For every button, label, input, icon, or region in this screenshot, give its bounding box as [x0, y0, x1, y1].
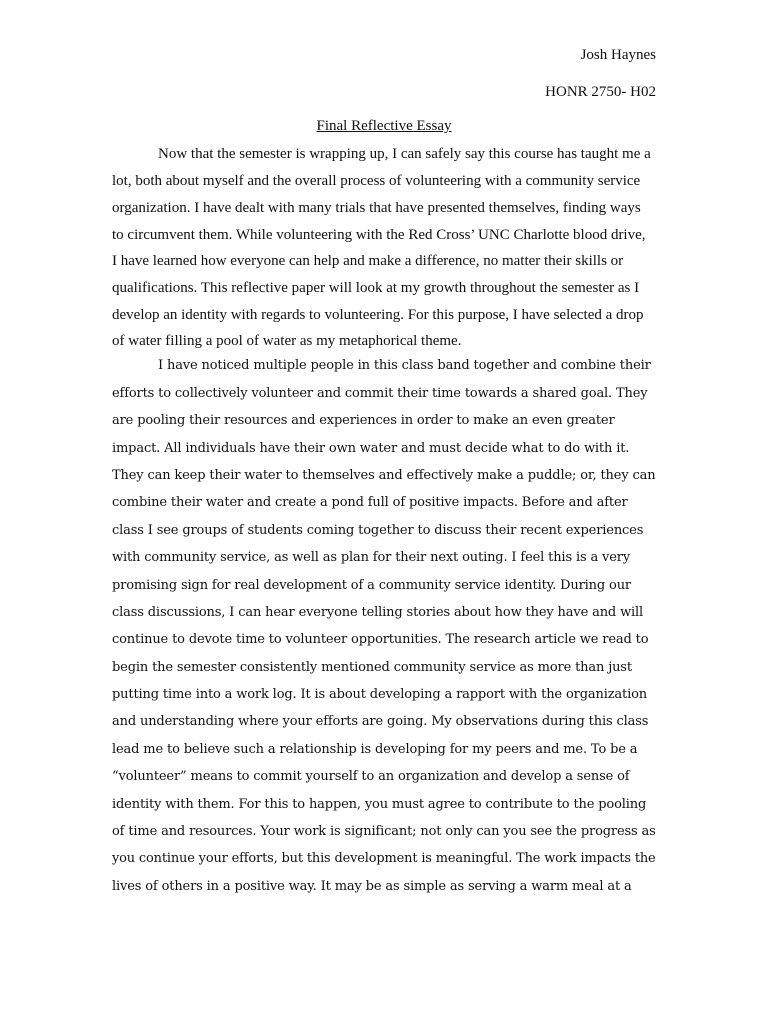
paragraph-2-line: are pooling their resources and experiences in order to make an even greater [112, 413, 615, 428]
paragraph-1-line: organization. I have dealt with many trials that have presented themselves, finding ways [112, 200, 641, 216]
paragraph-2-line: class discussions, I can hear everyone telling stories about how they have and will [112, 605, 644, 620]
paragraph-2-line: combine their water and create a pond full of positive impacts. Before and after [112, 495, 628, 510]
paragraph-1-line: lot, both about myself and the overall process of volunteering with a community service [112, 173, 641, 189]
paragraph-2-line: with community service, as well as plan for their next outing. I feel this is a very [112, 550, 631, 565]
paragraph-1-line: develop an identity with regards to volunteering. For this purpose, I have selected a drop [112, 307, 644, 323]
paragraph-2-line: I have noticed multiple people in this class band together and combine their [158, 358, 651, 373]
paragraph-1-line: qualifications. This reflective paper will look at my growth throughout the semester as I [112, 280, 640, 296]
essay-title-text: Final Reflective Essay [316, 118, 452, 134]
paragraph-2-line: putting time into a work log. It is about developing a rapport with the organization [112, 687, 647, 702]
paragraph-1-line: to circumvent them. While volunteering with the Red Cross’ UNC Charlotte blood drive, [112, 227, 646, 243]
paragraph-2-line: begin the semester consistently mentioned community service as more than just [112, 660, 632, 675]
paragraph-2-line: class I see groups of students coming together to discuss their recent experiences [112, 523, 644, 538]
essay-title [0, 117, 768, 135]
paragraph-2-line: lead me to believe such a relationship is developing for my peers and me. To be a [112, 742, 638, 757]
author-name: Josh Haynes [580, 47, 656, 63]
paragraph-2-line: lives of others in a positive way. It may be as simple as serving a warm meal at a [112, 879, 632, 894]
paragraph-2-line: “volunteer” means to commit yourself to an organization and develop a sense of [112, 769, 630, 784]
paragraph-2-line: of time and resources. Your work is significant; not only can you see the progress as [112, 824, 656, 839]
course-code: HONR 2750- H02 [545, 84, 656, 100]
paragraph-2-line: you continue your efforts, but this development is meaningful. The work impacts the [112, 851, 656, 866]
paragraph-2-line: They can keep their water to themselves and effectively make a puddle; or, they can [112, 468, 656, 483]
paragraph-1-line: of water filling a pool of water as my metaphorical theme. [112, 333, 462, 349]
paragraph-2-line: efforts to collectively volunteer and commit their time towards a shared goal. They [112, 386, 648, 401]
paragraph-2-line: promising sign for real development of a community service identity. During our [112, 578, 631, 593]
paragraph-2-line: continue to devote time to volunteer opportunities. The research article we read to [112, 632, 649, 647]
paragraph-2-line: identity with them. For this to happen, you must agree to contribute to the pooling [112, 797, 647, 812]
paragraph-1-line: I have learned how everyone can help and make a difference, no matter their skills or [112, 253, 624, 269]
paragraph-1-line: Now that the semester is wrapping up, I can safely say this course has taught me a [158, 146, 651, 162]
paragraph-2-line: impact. All individuals have their own water and must decide what to do with it. [112, 441, 630, 456]
paragraph-2-line: and understanding where your efforts are going. My observations during this class [112, 714, 649, 729]
